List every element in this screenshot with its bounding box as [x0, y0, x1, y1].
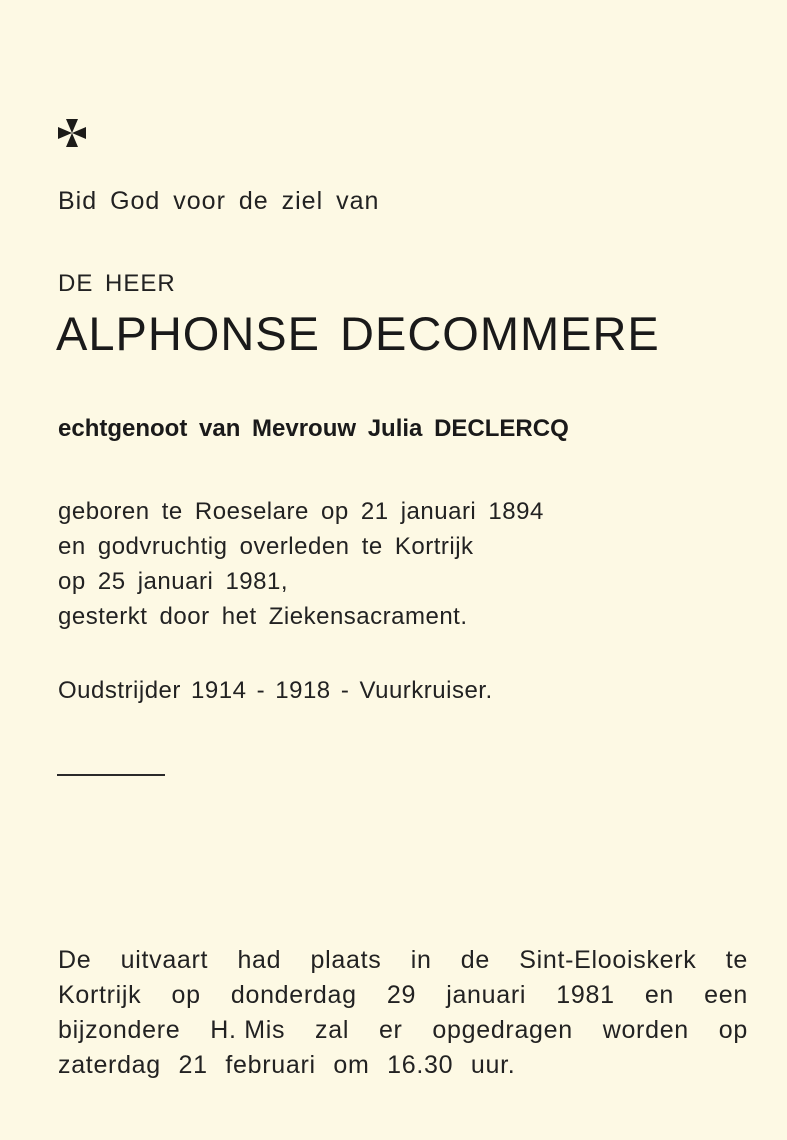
funeral-word: plaats	[310, 946, 382, 974]
funeral-word: donderdag	[230, 981, 357, 1009]
funeral-word: bijzondere	[58, 1016, 181, 1044]
funeral-word: te	[725, 946, 748, 974]
prayer-intro: Bid God voor de ziel van	[58, 187, 380, 215]
military-service: Oudstrijder 1914 - 1918 - Vuurkruiser.	[58, 677, 493, 704]
funeral-notice	[58, 943, 748, 1083]
bio-line: geboren te Roeselare op 21 januari 1894	[58, 498, 544, 525]
funeral-word: had	[237, 946, 282, 974]
funeral-word: de	[460, 946, 491, 974]
funeral-word: De	[58, 946, 92, 974]
funeral-word: opgedragen	[432, 1016, 573, 1044]
funeral-line	[58, 943, 748, 978]
bio-line: en godvruchtig overleden te Kortrijk	[58, 533, 474, 560]
funeral-word: uitvaart	[120, 946, 209, 974]
funeral-word: januari	[446, 981, 527, 1009]
funeral-word: in	[410, 946, 432, 974]
maltese-cross-icon	[55, 116, 89, 150]
bio-line: op 25 januari 1981,	[58, 568, 288, 595]
funeral-word: zaterdag 21 februari om 16.30 uur.	[58, 1051, 516, 1079]
funeral-word: Sint-Elooiskerk	[519, 946, 697, 974]
funeral-word: 29	[386, 981, 417, 1009]
honorific-title: DE HEER	[58, 270, 176, 297]
funeral-line	[58, 978, 748, 1013]
funeral-word: op	[171, 981, 201, 1009]
funeral-word: H. Mis	[210, 1016, 286, 1044]
biography	[58, 494, 544, 634]
funeral-word: een	[704, 981, 748, 1009]
funeral-word: en	[644, 981, 675, 1009]
funeral-line	[58, 1013, 748, 1048]
funeral-word: zal	[315, 1016, 350, 1044]
funeral-word: worden	[602, 1016, 689, 1044]
bio-line: gesterkt door het Ziekensacrament.	[58, 603, 468, 630]
deceased-name: ALPHONSE DECOMMERE	[56, 307, 660, 360]
funeral-word: 1981	[556, 981, 615, 1009]
divider-line	[57, 774, 165, 776]
funeral-line	[58, 1048, 748, 1083]
funeral-word: er	[378, 1016, 403, 1044]
funeral-word: Kortrijk	[58, 981, 142, 1009]
spouse-line: echtgenoot van Mevrouw Julia DECLERCQ	[58, 415, 569, 442]
funeral-word: op	[718, 1016, 748, 1044]
